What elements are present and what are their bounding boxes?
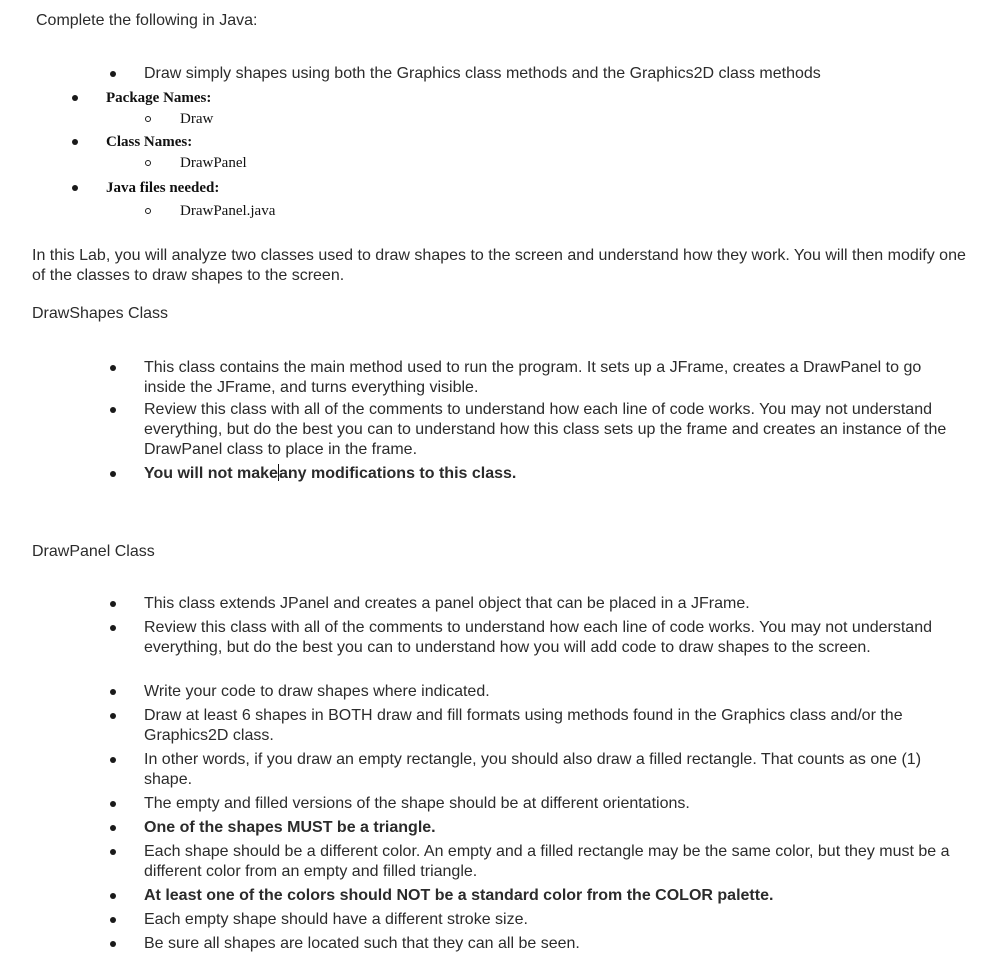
package-value: Draw — [180, 111, 214, 127]
drawshapes-bullet: This class contains the main method used to run the program. It sets up a JFrame, creates a DrawPanel to go inside the JFrame, and turns everything visible. — [144, 359, 922, 396]
intro-text: Complete the following in Java: — [36, 12, 258, 29]
bullet-dot — [110, 849, 116, 855]
bullet-dot — [110, 601, 116, 607]
drawpanel-heading: DrawPanel Class — [32, 543, 155, 560]
bullet-dot — [110, 71, 116, 77]
bullet-dot — [110, 825, 116, 831]
drawpanel-bullet: Write your code to draw shapes where indicated. — [144, 683, 490, 700]
class-label: Class Names: — [106, 134, 193, 150]
bold-bullet-part1: You will not make — [144, 465, 278, 482]
drawpanel-bullet: This class extends JPanel and creates a panel object that can be placed in a JFrame. — [144, 595, 750, 612]
bullet-dot — [110, 407, 116, 413]
bullet-dot — [110, 625, 116, 631]
drawpanel-bullet: Review this class with all of the comments to understand how each line of code works. You may not understand everything, but do the best you can to understand how you will add code to draw shapes to the screen. — [144, 619, 932, 656]
package-label: Package Names: — [106, 90, 212, 106]
drawshapes-heading: DrawShapes Class — [32, 305, 169, 322]
bullet-dot — [72, 185, 78, 191]
bullet-dot — [110, 713, 116, 719]
sub-bullet-circle — [145, 208, 151, 214]
bullet-dot — [72, 139, 78, 145]
bullet-dot — [72, 95, 78, 101]
drawshapes-bold-bullet — [144, 464, 966, 484]
class-value: DrawPanel — [180, 155, 247, 171]
drawpanel-bullet-bold: At least one of the colors should NOT be a standard color from the COLOR palette. — [144, 887, 774, 904]
bullet-dot — [110, 801, 116, 807]
files-value: DrawPanel.java — [180, 203, 276, 219]
bold-bullet-part2: any modifications to this class. — [278, 465, 517, 482]
bullet-dot — [110, 365, 116, 371]
bullet-dot — [110, 917, 116, 923]
bullet-dot — [110, 689, 116, 695]
files-label: Java files needed: — [106, 180, 220, 196]
drawpanel-bullet-bold: One of the shapes MUST be a triangle. — [144, 819, 436, 836]
drawpanel-bullet: Be sure all shapes are located such that they can all be seen. — [144, 935, 580, 952]
drawpanel-bullet: The empty and filled versions of the shape should be at different orientations. — [144, 795, 690, 812]
bullet-dot — [110, 941, 116, 947]
bullet-dot — [110, 471, 116, 477]
drawpanel-bullet: Each shape should be a different color. An empty and a filled rectangle may be the same color, but they must be a different color from an empty and filled triangle. — [144, 843, 950, 880]
drawshapes-bullet: Review this class with all of the comments to understand how each line of code works. You may not understand everything, but do the best you can to understand how this class sets up the frame and creates an instance of the DrawPanel class to place in the frame. — [144, 401, 947, 458]
lab-paragraph: In this Lab, you will analyze two classes used to draw shapes to the screen and understand how they work. You will then modify one of the classes to draw shapes to the screen. — [32, 247, 966, 284]
bullet-dot — [110, 893, 116, 899]
sub-bullet-circle — [145, 116, 151, 122]
sub-bullet-circle — [145, 160, 151, 166]
drawpanel-bullet: Each empty shape should have a different stroke size. — [144, 911, 528, 928]
top-bullet-text: Draw simply shapes using both the Graphics class methods and the Graphics2D class methods — [144, 65, 821, 82]
drawpanel-bullet: Draw at least 6 shapes in BOTH draw and fill formats using methods found in the Graphics class and/or the Graphics2D class. — [144, 707, 903, 744]
bullet-dot — [110, 757, 116, 763]
drawpanel-bullet: In other words, if you draw an empty rectangle, you should also draw a filled rectangle. That counts as one (1) shape. — [144, 751, 922, 788]
